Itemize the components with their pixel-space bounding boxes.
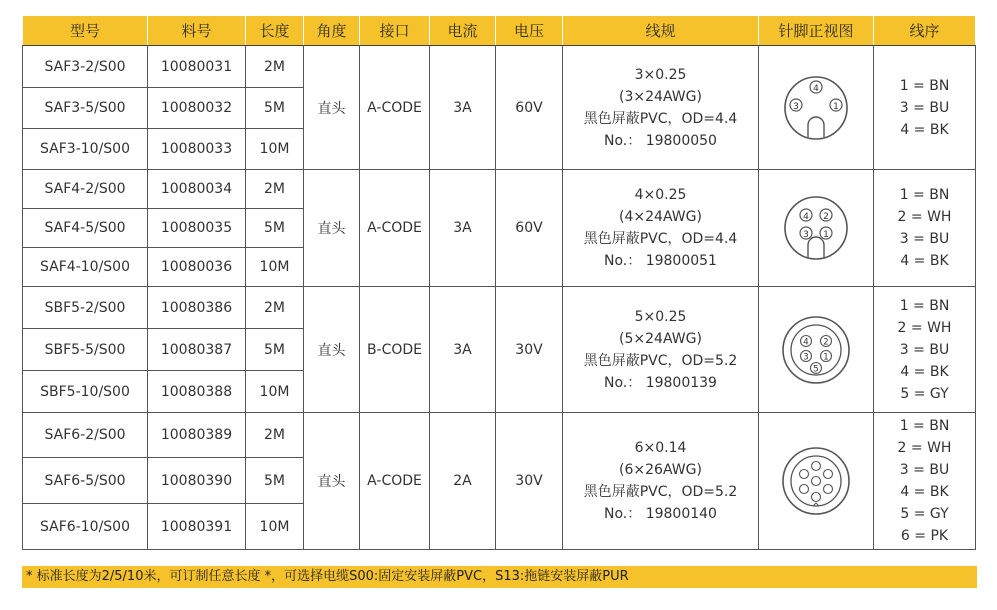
wire-entry: 2 = WH — [897, 319, 952, 336]
part-number-cell: 10080035 — [148, 209, 246, 248]
part-number-cell: 10080391 — [148, 504, 246, 550]
pin-label: 1 — [833, 101, 839, 112]
length-cell: 10M — [246, 248, 304, 287]
model-cell: SBF5-10/S00 — [23, 371, 148, 413]
footer-note: * 标准长度为2/5/10米，可订制任意长度 *，可选择电缆S00:固定安装屏蔽PVC，S13:拖链安装屏蔽PUR — [22, 566, 977, 588]
pin-label: 4 — [803, 337, 809, 347]
pin-label: 3 — [793, 101, 799, 112]
pin-view-cell — [759, 170, 874, 287]
cable-jacket: 黑色屏蔽PVC，OD=5.2 — [583, 484, 738, 500]
wire-order-cell — [874, 46, 976, 170]
part-number-cell: 10080389 — [148, 413, 246, 458]
connector-4pin-icon — [781, 193, 851, 263]
cable-number: No.： 19800139 — [604, 374, 717, 391]
product-group-4 — [23, 413, 976, 550]
model-cell: SBF5-5/S00 — [23, 329, 148, 371]
cable-number: No.： 19800051 — [604, 253, 717, 269]
cable-awg: (5×24AWG) — [619, 330, 702, 347]
wire-entry: 1 = BN — [899, 77, 950, 94]
pin-label: 1 — [823, 352, 829, 362]
model-cell: SAF3-5/S00 — [23, 88, 148, 129]
wire-entry: 1 = BN — [899, 418, 950, 434]
part-number-cell: 10080034 — [148, 170, 246, 209]
wire-entry: 5 = GY — [900, 385, 949, 402]
product-group-3 — [23, 287, 976, 413]
current-cell: 2A — [430, 413, 496, 550]
length-cell: 2M — [246, 287, 304, 329]
model-cell: SAF4-10/S00 — [23, 248, 148, 287]
cable-jacket: 黑色屏蔽PVC，OD=4.4 — [583, 110, 738, 127]
part-number-cell: 10080036 — [148, 248, 246, 287]
wire-entry: 4 = BK — [900, 363, 949, 380]
length-cell: 10M — [246, 129, 304, 170]
wire-entry: 2 = WH — [897, 209, 952, 225]
wire-order-cell — [874, 413, 976, 550]
wire-entry: 3 = BU — [899, 341, 950, 358]
cable-jacket: 黑色屏蔽PVC，OD=4.4 — [583, 231, 738, 247]
model-cell: SAF4-5/S00 — [23, 209, 148, 248]
table-row — [23, 170, 976, 209]
wire-entry: 4 = BK — [900, 253, 949, 269]
voltage-cell: 30V — [496, 413, 563, 550]
wire-entry: 1 = BN — [899, 297, 950, 314]
model-cell: SAF6-10/S00 — [23, 504, 148, 550]
current-cell: 3A — [430, 46, 496, 170]
voltage-cell: 60V — [496, 46, 563, 170]
product-group-2 — [23, 170, 976, 287]
interface-cell: B-CODE — [360, 287, 430, 413]
part-number-cell: 10080033 — [148, 129, 246, 170]
header-part-number: 料号 — [148, 16, 246, 46]
current-cell: 3A — [430, 287, 496, 413]
model-cell: SAF3-10/S00 — [23, 129, 148, 170]
pin-view-cell — [759, 46, 874, 170]
length-cell: 2M — [246, 170, 304, 209]
header-current: 电流 — [430, 16, 496, 46]
pin-label: 3 — [803, 230, 809, 240]
angle-cell: 直头 — [304, 46, 360, 170]
pin-label: 3 — [803, 352, 809, 362]
length-cell: 10M — [246, 504, 304, 550]
wire-entry: 5 = GY — [900, 506, 949, 522]
length-cell: 5M — [246, 329, 304, 371]
angle-cell: 直头 — [304, 170, 360, 287]
model-cell: SAF4-2/S00 — [23, 170, 148, 209]
connector-5pin-icon — [779, 313, 853, 387]
cable-size: 6×0.14 — [634, 440, 687, 456]
spec-table — [22, 15, 976, 550]
wire-entry: 1 = BN — [899, 187, 950, 203]
length-cell: 5M — [246, 209, 304, 248]
pin-label: 4 — [803, 212, 809, 222]
length-cell: 5M — [246, 458, 304, 504]
wire-entry: 3 = BU — [899, 99, 950, 116]
wire-entry: 3 = BU — [899, 231, 950, 247]
pin-label: 1 — [823, 230, 829, 240]
wire-entry: 4 = BK — [900, 121, 949, 138]
part-number-cell: 10080387 — [148, 329, 246, 371]
cable-awg: (3×24AWG) — [619, 88, 702, 105]
connector-6pin-icon — [779, 444, 853, 518]
cable-size: 3×0.25 — [634, 66, 687, 83]
model-cell: SBF5-2/S00 — [23, 287, 148, 329]
cable-jacket: 黑色屏蔽PVC，OD=5.2 — [583, 352, 738, 369]
wire-order-cell — [874, 170, 976, 287]
angle-cell: 直头 — [304, 413, 360, 550]
part-number-cell: 10080032 — [148, 88, 246, 129]
wire-entry: 6 = PK — [900, 528, 949, 544]
length-cell: 2M — [246, 413, 304, 458]
wire-entry: 4 = BK — [900, 484, 949, 500]
header-model: 型号 — [23, 16, 148, 46]
pin-label: 2 — [823, 337, 829, 347]
length-cell: 10M — [246, 371, 304, 413]
part-number-cell: 10080031 — [148, 46, 246, 88]
interface-cell: A-CODE — [360, 170, 430, 287]
pin-label: 4 — [813, 83, 819, 94]
cable-spec-cell — [563, 413, 759, 550]
header-interface: 接口 — [360, 16, 430, 46]
header-cable-spec: 线规 — [563, 16, 759, 46]
header-length: 长度 — [246, 16, 304, 46]
cable-spec-cell — [563, 287, 759, 413]
connector-3pin-icon — [781, 73, 851, 143]
length-cell: 5M — [246, 88, 304, 129]
part-number-cell: 10080390 — [148, 458, 246, 504]
voltage-cell: 30V — [496, 287, 563, 413]
wire-order-cell — [874, 287, 976, 413]
wire-entry: 3 = BU — [899, 462, 950, 478]
table-row — [23, 413, 976, 458]
part-number-cell: 10080386 — [148, 287, 246, 329]
model-cell: SAF6-5/S00 — [23, 458, 148, 504]
header-row — [23, 16, 976, 46]
header-angle: 角度 — [304, 16, 360, 46]
interface-cell: A-CODE — [360, 413, 430, 550]
wire-entry: 2 = WH — [897, 440, 952, 456]
pin-view-cell — [759, 287, 874, 413]
model-cell: SAF3-2/S00 — [23, 46, 148, 88]
model-cell: SAF6-2/S00 — [23, 413, 148, 458]
part-number-cell: 10080388 — [148, 371, 246, 413]
pin-view-cell — [759, 413, 874, 550]
cable-spec-cell — [563, 46, 759, 170]
cable-size: 4×0.25 — [634, 187, 687, 203]
header-wire-order: 线序 — [874, 16, 976, 46]
header-voltage: 电压 — [496, 16, 563, 46]
cable-spec-cell — [563, 170, 759, 287]
cable-number: No.： 19800140 — [604, 506, 717, 522]
pin-label: 5 — [813, 364, 819, 374]
voltage-cell: 60V — [496, 170, 563, 287]
header-pin-view: 针脚正视图 — [759, 16, 874, 46]
cable-number: No.： 19800050 — [604, 132, 717, 149]
length-cell: 2M — [246, 46, 304, 88]
angle-cell: 直头 — [304, 287, 360, 413]
current-cell: 3A — [430, 170, 496, 287]
interface-cell: A-CODE — [360, 46, 430, 170]
cable-size: 5×0.25 — [634, 308, 687, 325]
table-row — [23, 287, 976, 329]
cable-awg: (4×24AWG) — [619, 209, 702, 225]
product-group-1 — [23, 46, 976, 170]
pin-label: 2 — [823, 212, 829, 222]
cable-awg: (6×26AWG) — [619, 462, 702, 478]
table-row — [23, 46, 976, 88]
